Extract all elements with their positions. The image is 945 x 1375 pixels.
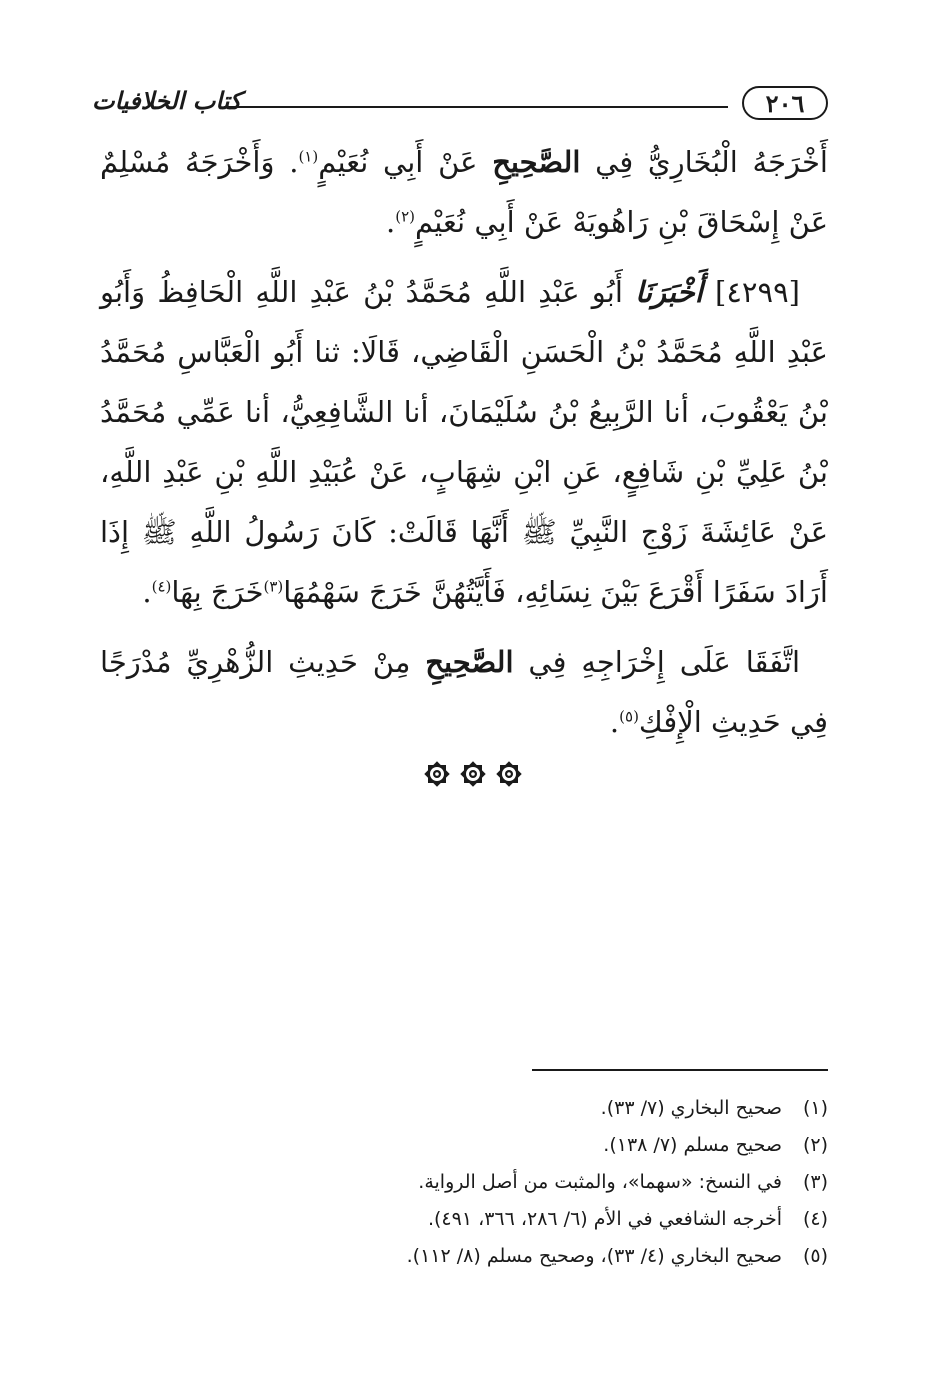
footnote-number: (١) xyxy=(802,1097,828,1119)
text-run: مِنْ حَدِيثِ الزُّهْرِيِّ مُدْرَجًا فِي حَدِيثِ الْإِفْكِ xyxy=(100,645,828,739)
footnote-item xyxy=(108,1090,828,1127)
section-ornament xyxy=(0,760,945,788)
narration-keyword: أَخْبَرَنَا xyxy=(635,275,703,309)
paragraph-2 xyxy=(100,262,828,622)
eight-point-star-rosette-icon xyxy=(495,760,523,788)
footnote-item xyxy=(108,1127,828,1164)
page-header xyxy=(92,86,828,126)
footnote-marker: (٤) xyxy=(151,577,172,596)
footnote-item xyxy=(108,1238,828,1275)
footnotes xyxy=(108,1090,828,1275)
footnote-marker: (٢) xyxy=(395,207,415,226)
footnote-marker: (٣) xyxy=(263,577,284,596)
footnote-text: صحيح مسلم (٧/ ١٣٨). xyxy=(603,1134,782,1156)
text-run: أَخْرَجَهُ الْبُخَارِيُّ فِي xyxy=(580,145,828,179)
book-title: كتاب الخلافيات xyxy=(92,86,242,115)
footnote-marker: (٥) xyxy=(619,707,639,726)
footnote-text: أخرجه الشافعي في الأم (٦/ ٢٨٦، ٣٦٦، ٤٩١). xyxy=(427,1208,782,1230)
header-rule xyxy=(224,106,728,108)
footnote-text: صحيح البخاري (٤/ ٣٣)، وصحيح مسلم (٨/ ١١٢). xyxy=(406,1245,782,1267)
footnote-number: (٢) xyxy=(802,1134,828,1156)
main-text xyxy=(100,132,828,752)
footnote-item xyxy=(108,1201,828,1238)
emphasized-term: الصَّحِيحِ xyxy=(425,645,514,679)
paragraph-1 xyxy=(100,132,828,252)
footnote-number: (٥) xyxy=(802,1245,828,1267)
text-run: عَنْ أَبِي نُعَيْمٍ xyxy=(318,145,493,179)
footnote-text: في النسخ: «سهما»، والمثبت من أصل الرواية. xyxy=(418,1171,782,1193)
text-run: . xyxy=(609,705,620,739)
emphasized-term: الصَّحِيحِ xyxy=(492,145,581,179)
text-run: . وَأَخْرَجَهُ مُسْلِمٌ عَنْ إِسْحَاقَ بْنِ رَاهُويَهْ عَنْ أَبِي نُعَيْمٍ xyxy=(100,145,828,239)
text-run: . xyxy=(386,205,396,239)
text-run: أَبُو عَبْدِ اللَّهِ مُحَمَّدُ بْنُ عَبْدِ اللَّهِ الْحَافِظُ وَأَبُو عَبْدِ اللَّهِ مُحَمَّدُ بْنُ الْحَسَنِ الْقَاضِي، قَالَا: ثنا أَبُو الْعَبَّاسِ مُحَمَّدُ بْنُ يَعْقُوبَ، أنا الرَّبِيعُ بْنُ سُلَيْمَانَ، أنا الشَّافِعِيُّ، أنا عَمِّي مُحَمَّدُ بْنُ عَلِيِّ بْنِ شَافِعٍ، عَنِ ابْنِ شِهَابٍ، عَنْ عُبَيْدِ اللَّهِ بْنِ عَبْدِ اللَّهِ، عَنْ عَائِشَةَ زَوْجِ النَّبِيِّ ﷺ أَنَّهَا قَالَتْ: كَانَ رَسُولُ اللَّهِ ﷺ إِذَا أَرَادَ سَفَرًا أَقْرَعَ بَيْنَ نِسَائِهِ، فَأَيَّتُهُنَّ خَرَجَ سَهْمُهَا xyxy=(100,275,828,609)
text-run: اتَّفَقَا عَلَى إِخْرَاجِهِ فِي xyxy=(513,645,800,679)
eight-point-star-rosette-icon xyxy=(459,760,487,788)
page-number: ٢٠٦ xyxy=(765,88,805,118)
footnote-text: صحيح البخاري (٧/ ٣٣). xyxy=(600,1097,782,1119)
footnote-number: (٤) xyxy=(802,1208,828,1230)
footnote-number: (٣) xyxy=(802,1171,828,1193)
page-number-badge xyxy=(742,86,828,120)
footnote-separator xyxy=(532,1069,828,1071)
text-run: [٤٢٩٩] xyxy=(702,275,800,309)
paragraph-3 xyxy=(100,632,828,752)
eight-point-star-rosette-icon xyxy=(423,760,451,788)
text-run: خَرَجَ بِهَا xyxy=(171,575,264,609)
footnote-item xyxy=(108,1164,828,1201)
text-run: . xyxy=(142,575,152,609)
footnote-marker: (١) xyxy=(298,147,319,166)
